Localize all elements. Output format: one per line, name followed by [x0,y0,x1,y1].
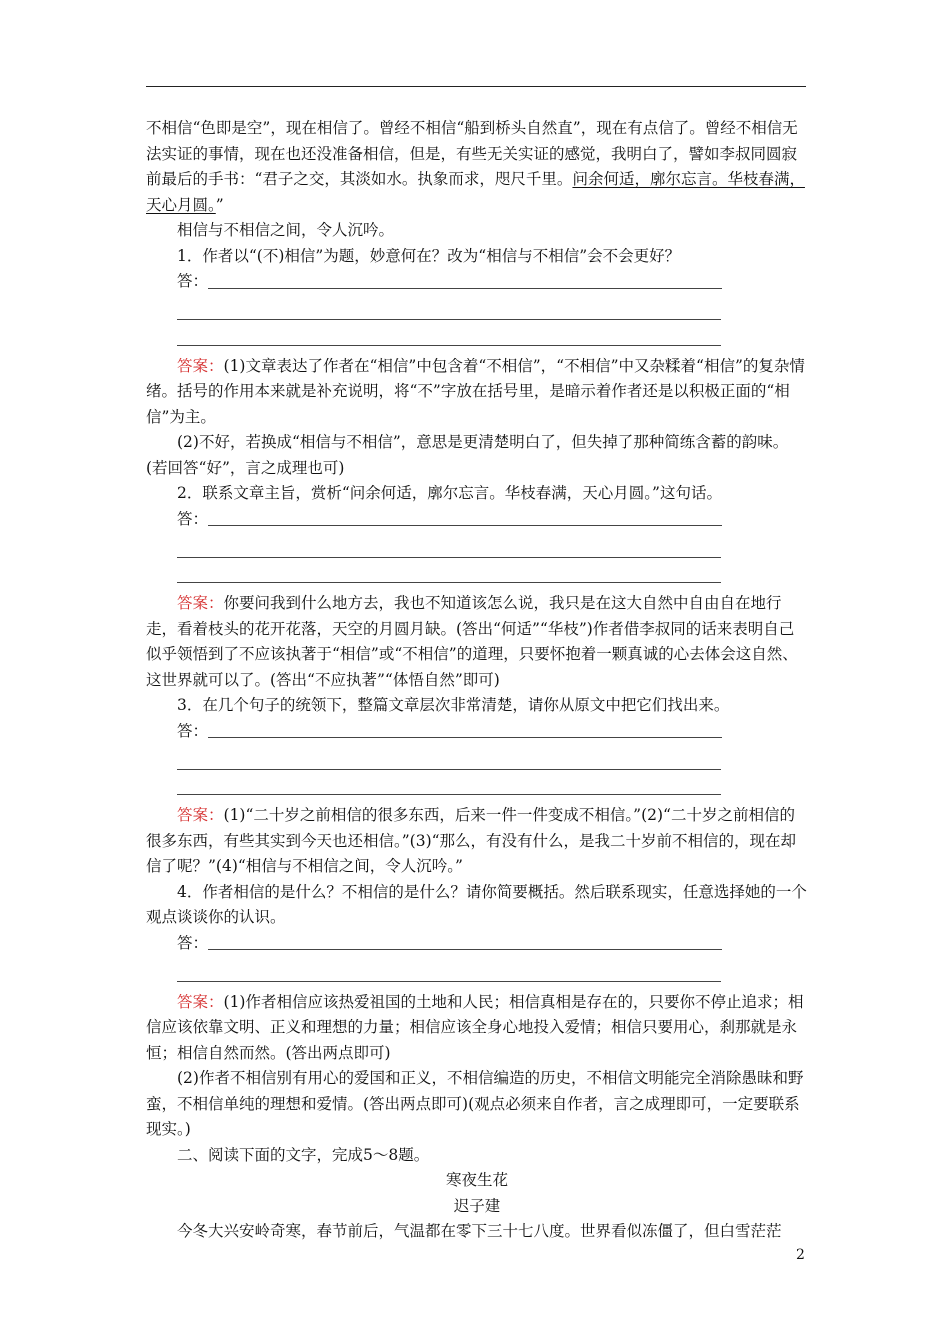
intro-tail: ” [215,195,224,214]
answer-blank-line[interactable] [177,744,721,770]
question-3: 3．在几个句子的统领下，整篇文章层次非常清楚，请你从原文中把它们找出来。 [177,696,730,714]
answer-2: 答案：你要问我到什么地方去，我也不知道该怎么说，我只是在这大自然中自由自在地行走，看着枝头的花开花落，天空的月圆月缺。(答出“何适”“华枝”)作者借李叔同的话来表明自己似乎领悟到了不应该执著于“相信”或“不相信”的道理，只要怀抱着一颗真诚的心去体会这自然、这世界就可以了。(答出“不应执著”“体悟自然”即可) [146,594,798,689]
intro-lead: 不相信“色即是空”，现在相信了。曾经不相信“船到桥头自然直”，现在有点信了。曾经不相信无法实证的事情，现在也还没准备相信，但是，有些无关实证的感觉，我明白了，譬如李叔同圆寂前最后的手书：“君子之交，其淡如水。执象而求，咫尺千里。 [146,119,798,188]
answer-blank-line[interactable] [177,770,721,796]
passage-title: 寒夜生花 [445,1171,508,1189]
answer-blank-line[interactable] [177,295,721,321]
answer-blank-line[interactable] [177,320,721,346]
question-4: 4．作者相信的是什么？不相信的是什么？请你简要概括。然后联系现实，任意选择她的一个观点谈谈你的认识。 [146,882,807,926]
answer-blank-line[interactable] [177,558,721,584]
document-body [146,116,808,1245]
answer-4-part-1: 答案：(1)作者相信应该热爱祖国的土地和人民；相信真相是存在的，只要你不停止追求；相信应该依靠文明、正义和理想的力量；相信应该全身心地投入爱情；相信只要用心，刹那就是永恒；相信自然而然。(答出两点即可) [146,992,804,1062]
answer-label: 答： [177,721,209,740]
question-1: 1．作者以“(不)相信”为题，妙意何在？改为“相信与不相信”会不会更好？ [177,246,681,265]
answer-3: 答案：(1)“二十岁之前相信的很多东西，后来一件一件变成不相信。”(2)“二十岁之前相信的很多东西，有些其实到今天也还相信。”(3)“那么，有没有什么，是我二十岁前不相信的，现在却信了呢？”(4)“相信与不相信之间，令人沉吟。” [146,806,797,875]
header-rule [146,86,806,87]
passage-first-line: 今冬大兴安岭奇寒，春节前后，气温都在零下三十七八度。世界看似冻僵了，但白雪茫茫 [177,1222,782,1240]
closing-line: 相信与不相信之间，令人沉吟。 [177,221,395,239]
answer-tag: 答案： [177,594,224,612]
answer-tag: 答案： [177,992,224,1011]
answer-4-part-2: (2)作者不相信别有用心的爱国和正义，不相信编造的历史，不相信文明能完全消除愚昧和野蛮，不相信单纯的理想和爱情。(答出两点即可)(观点必须来自作者，言之成理即可，一定要联系现实。) [146,1069,804,1138]
answer-label: 答： [177,933,209,952]
answer-label: 答： [177,272,209,290]
answer-line-3[interactable] [177,719,808,745]
intro-underlined-quote: 问余何适，廓尔忘言。华枝春满，天心月圆。 [146,170,805,214]
intro-paragraph [146,116,808,218]
answer-line-4[interactable] [177,931,808,957]
passage-author: 迟子建 [453,1196,501,1215]
question-2: 2．联系文章主旨，赏析“问余何适，廓尔忘言。华枝春满，天心月圆。”这句话。 [177,484,722,502]
answer-tag: 答案： [177,806,224,824]
answer-blank-line[interactable] [177,532,721,558]
answer-line-1[interactable] [177,269,808,295]
page-number: 2 [796,1247,805,1263]
answer-blank-line[interactable] [177,956,721,982]
section-2-instruction: 二、阅读下面的文字，完成5～8题。 [177,1145,430,1164]
answer-1-part-2: (2)不好，若换成“相信与不相信”，意思是更清楚明白了，但失掉了那种简练含蓄的韵味。(若回答“好”，言之成理也可) [146,433,789,477]
answer-1-part-1: 答案：(1)文章表达了作者在“相信”中包含着“不相信”，“不相信”中又杂糅着“相信”的复杂情绪。括号的作用本来就是补充说明，将“不”字放在括号里，是暗示着作者还是以积极正面的“相信”为主。 [146,356,805,426]
answer-tag: 答案： [177,356,224,375]
answer-line-2[interactable] [177,507,808,533]
answer-label: 答： [177,509,209,528]
